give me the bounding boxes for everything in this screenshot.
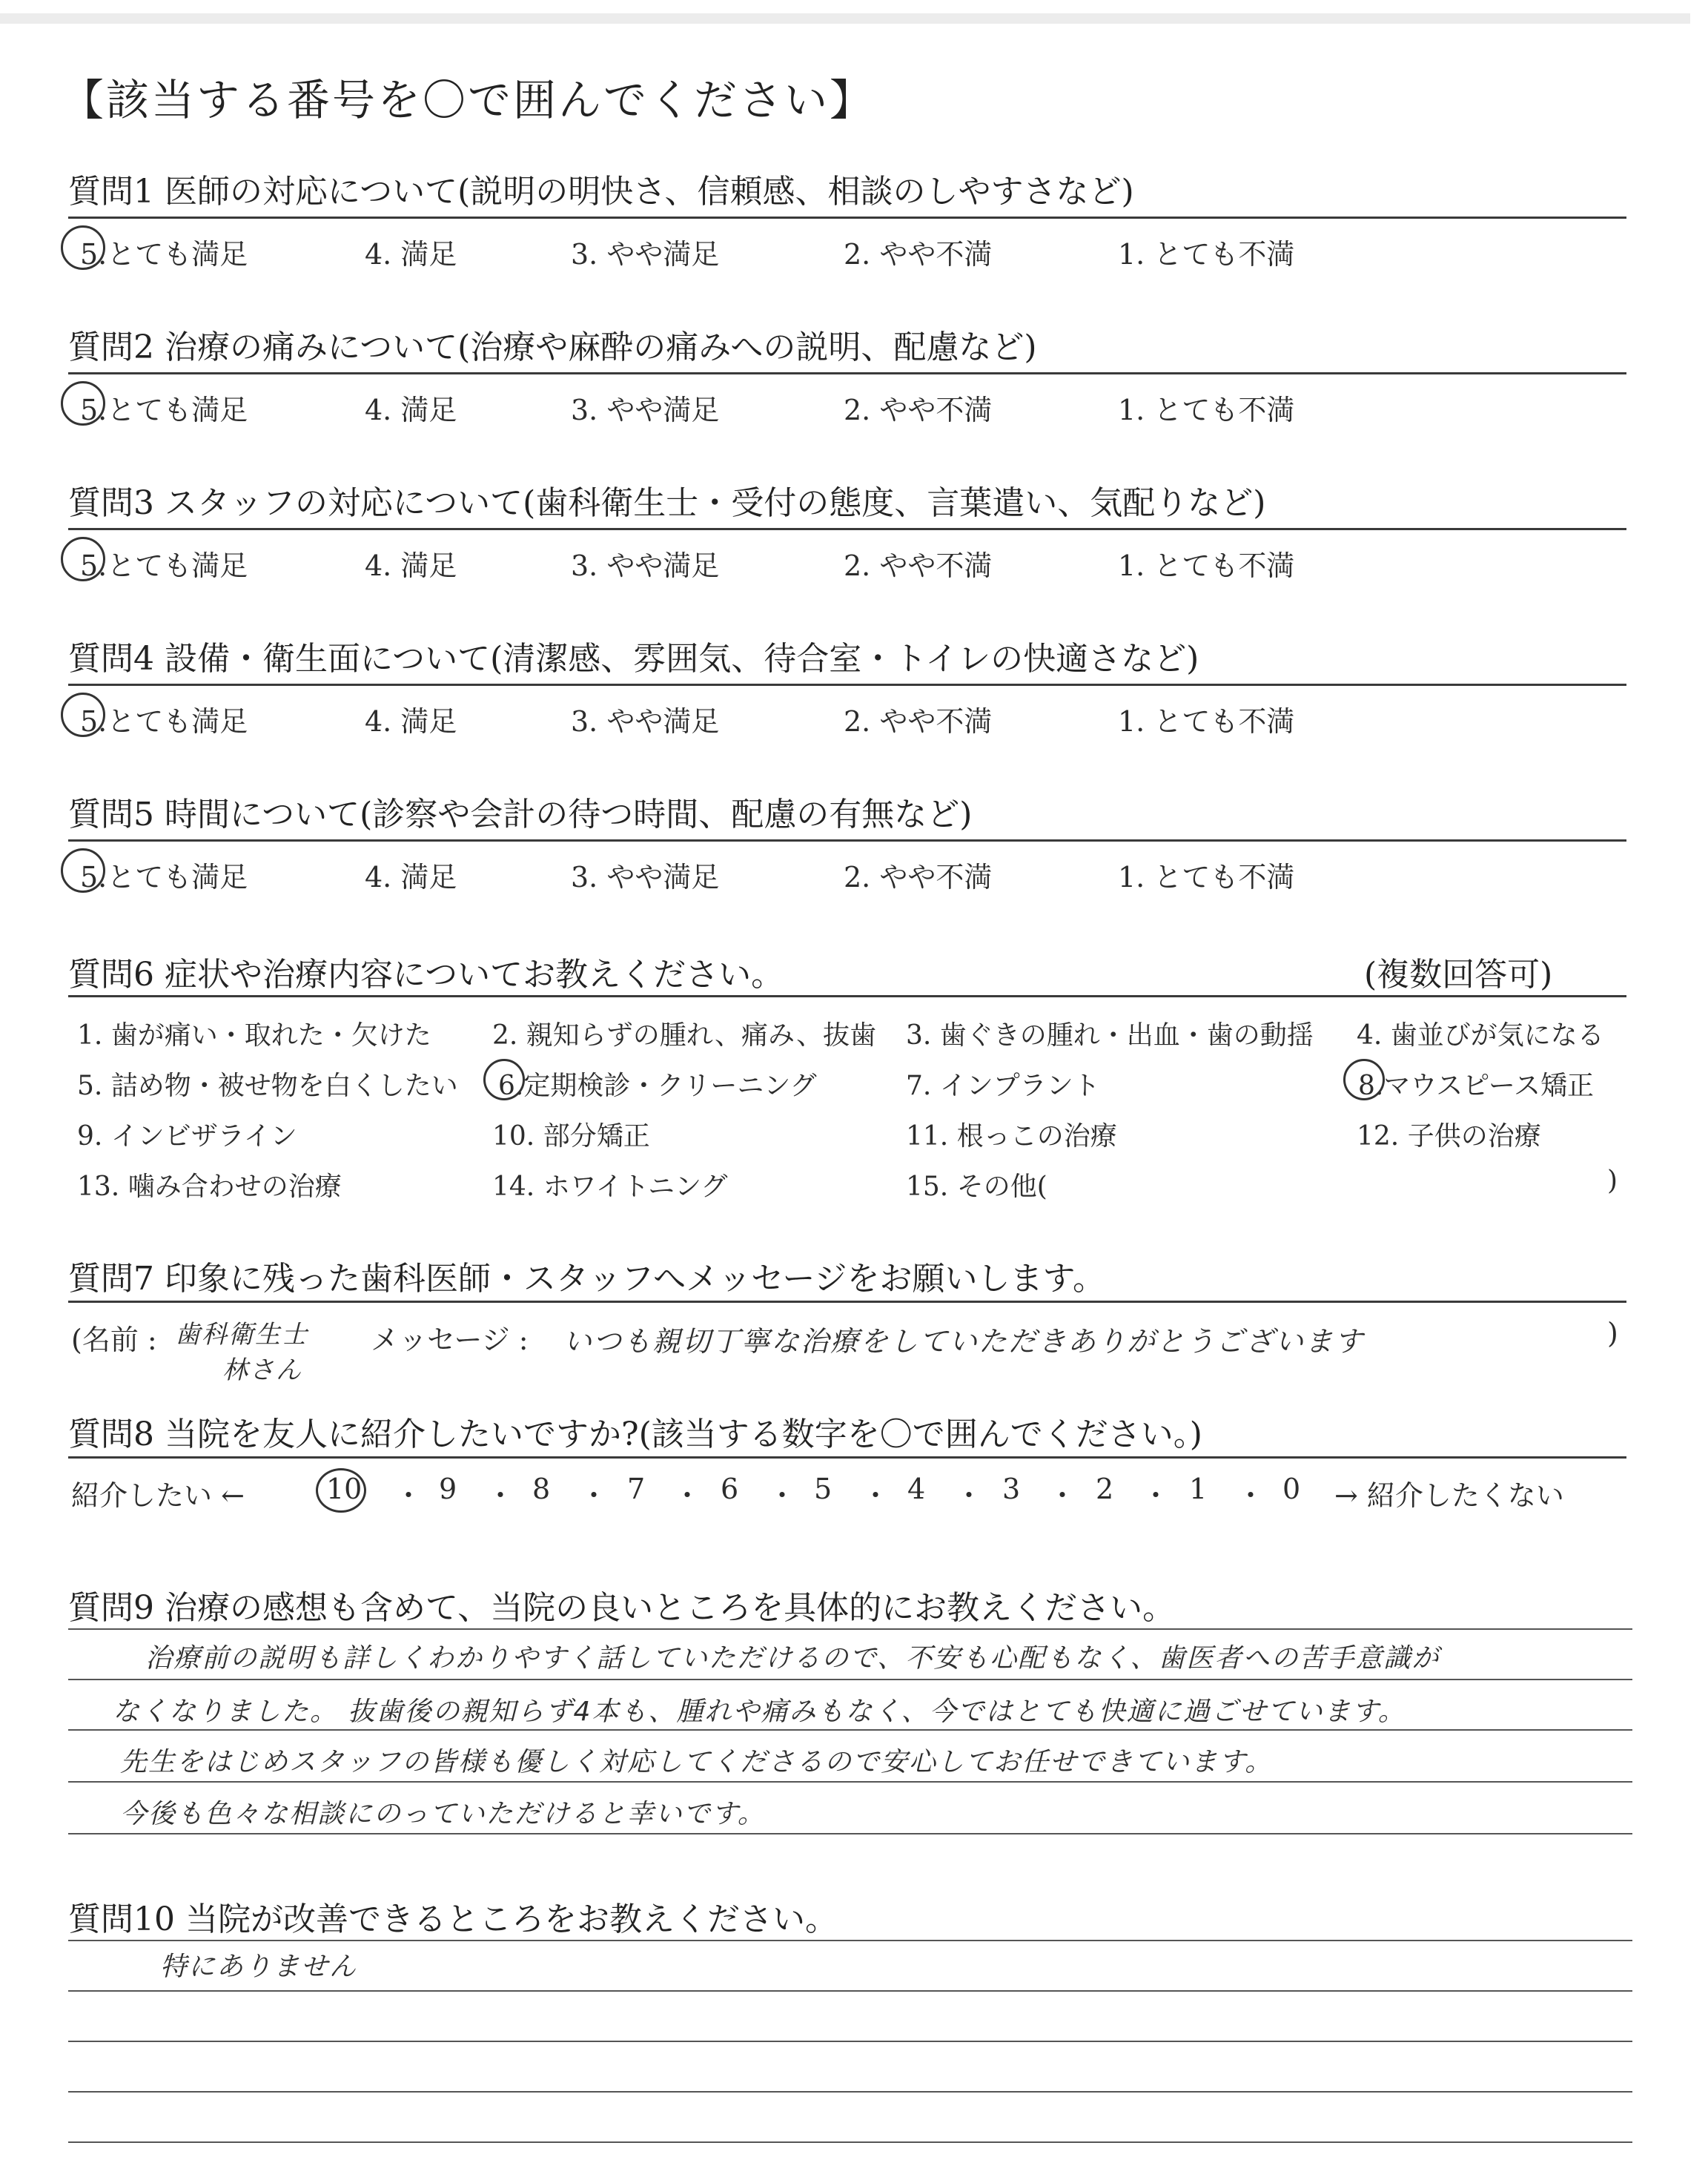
q8-score-8[interactable]: 8	[532, 1473, 551, 1505]
q8-dot: ・	[1048, 1479, 1077, 1512]
q2-option-4[interactable]: 4. 満足	[365, 394, 457, 426]
q6-item-11[interactable]: 11. 根っこの治療	[906, 1121, 1117, 1152]
q4-option-1[interactable]: 1. とても不満	[1118, 705, 1295, 738]
q9-line-1[interactable]: 治療前の説明も詳しくわかりやすく話していただけるので、不安も心配もなく、歯医者への苦手意識が	[145, 1643, 1440, 1674]
q6-title: 質問6 症状や治療内容についてお教えください。	[68, 956, 784, 994]
q7-title: 質問7 印象に残った歯科医師・スタッフへメッセージをお願いします。	[68, 1260, 1105, 1298]
q6-rule	[68, 995, 1626, 997]
q1-selected-circle	[61, 225, 105, 270]
q8-selected-circle	[316, 1468, 366, 1513]
q8-score-0[interactable]: 0	[1282, 1473, 1301, 1505]
q8-right-label: → 紹介したくない	[1334, 1479, 1564, 1512]
q4-option-4[interactable]: 4. 満足	[365, 705, 457, 738]
q3-rule	[68, 528, 1626, 530]
q1-option-2[interactable]: 2. やや不満	[844, 238, 993, 271]
q10-rule	[68, 1940, 1632, 1941]
q2-option-3[interactable]: 3. やや満足	[571, 394, 720, 426]
q5-selected-circle	[61, 848, 105, 893]
q4-rule	[68, 684, 1626, 686]
q2-rule	[68, 372, 1626, 374]
q7-rule	[68, 1301, 1626, 1303]
q5-option-4[interactable]: 4. 満足	[365, 861, 457, 894]
q9-writing-line	[68, 1679, 1632, 1680]
q2-option-2[interactable]: 2. やや不満	[844, 394, 993, 426]
q8-score-9[interactable]: 9	[439, 1473, 457, 1505]
q3-option-2[interactable]: 2. やや不満	[844, 549, 993, 582]
q6-item-8[interactable]: 8.マウスピース矯正	[1358, 1071, 1595, 1101]
q8-dot: ・	[955, 1479, 984, 1512]
q10-writing-line	[68, 1990, 1632, 1992]
q6-item-9[interactable]: 9. インビザライン	[77, 1121, 297, 1152]
q5-option-2[interactable]: 2. やや不満	[844, 861, 993, 894]
q2-option-5[interactable]: 5.とても満足	[80, 394, 248, 426]
q4-title: 質問4 設備・衛生面について(清潔感、雰囲気、待合室・トイレの快適さなど)	[68, 640, 1199, 678]
q3-selected-circle	[61, 537, 105, 581]
q6-multiple-note: (複数回答可)	[1364, 956, 1553, 994]
q1-rule	[68, 217, 1626, 219]
q8-dot: ・	[394, 1479, 423, 1512]
q5-option-5[interactable]: 5.とても満足	[80, 861, 248, 894]
q7-close-paren: )	[1607, 1317, 1618, 1350]
q6-item-4[interactable]: 4. 歯並びが気になる	[1357, 1020, 1604, 1051]
q6-item-3[interactable]: 3. 歯ぐきの腫れ・出血・歯の動揺	[906, 1020, 1314, 1051]
q2-title: 質問2 治療の痛みについて(治療や麻酔の痛みへの説明、配慮など)	[68, 328, 1037, 366]
q3-option-1[interactable]: 1. とても不満	[1118, 549, 1295, 582]
q1-option-4[interactable]: 4. 満足	[365, 238, 457, 271]
q9-writing-line	[68, 1833, 1632, 1834]
q3-title: 質問3 スタッフの対応について(歯科衛生士・受付の態度、言葉遣い、気配りなど)	[68, 484, 1266, 522]
q4-selected-circle	[61, 693, 105, 737]
q9-rule	[68, 1628, 1632, 1630]
q8-dot: ・	[486, 1479, 515, 1512]
q6-item-15-close: )	[1607, 1166, 1618, 1196]
q2-option-1[interactable]: 1. とても不満	[1118, 394, 1295, 426]
q7-message-label: メッセージ :	[371, 1324, 529, 1356]
q8-score-2[interactable]: 2	[1096, 1473, 1114, 1505]
q10-writing-line	[68, 2141, 1632, 2143]
q3-option-5[interactable]: 5.とても満足	[80, 549, 248, 582]
q7-name-label: (名前 :	[71, 1324, 157, 1356]
q7-name-line2: 林さん	[222, 1355, 302, 1385]
q8-score-4[interactable]: 4	[907, 1473, 926, 1505]
q8-score-3[interactable]: 3	[1002, 1473, 1021, 1505]
q1-option-1[interactable]: 1. とても不満	[1118, 238, 1295, 271]
q5-rule	[68, 839, 1626, 842]
q6-item-5[interactable]: 5. 詰め物・被せ物を白くしたい	[77, 1071, 458, 1101]
q1-option-5[interactable]: 5.とても満足	[80, 238, 248, 271]
q10-title: 質問10 当院が改善できるところをお教えください。	[68, 1900, 838, 1938]
q10-line-1[interactable]: 特にありません	[160, 1952, 358, 1982]
q8-dot: ・	[1142, 1479, 1171, 1512]
q4-option-2[interactable]: 2. やや不満	[844, 705, 993, 738]
q9-writing-line	[68, 1781, 1632, 1783]
q9-line-3[interactable]: 先生をはじめスタッフの皆様も優しく対応してくださるので安心してお任せできています。	[120, 1747, 1274, 1777]
q6-item-12[interactable]: 12. 子供の治療	[1357, 1121, 1541, 1152]
q9-title: 質問9 治療の感想も含めて、当院の良いところを具体的にお教えください。	[68, 1589, 1176, 1627]
q6-item-2[interactable]: 2. 親知らずの腫れ、痛み、抜歯	[492, 1020, 877, 1051]
q6-item-14[interactable]: 14. ホワイトニング	[492, 1172, 728, 1202]
q6-item-15[interactable]: 15. その他(	[906, 1172, 1047, 1202]
q5-option-3[interactable]: 3. やや満足	[571, 861, 720, 894]
q3-option-4[interactable]: 4. 満足	[365, 549, 457, 582]
q8-dot: ・	[673, 1479, 702, 1512]
q8-dot: ・	[1237, 1479, 1265, 1512]
q8-score-1[interactable]: 1	[1189, 1473, 1208, 1505]
q8-score-7[interactable]: 7	[627, 1473, 646, 1505]
q8-score-10[interactable]: 10	[326, 1473, 363, 1505]
q3-option-3[interactable]: 3. やや満足	[571, 549, 720, 582]
q8-score-6[interactable]: 6	[721, 1473, 739, 1505]
q1-option-3[interactable]: 3. やや満足	[571, 238, 720, 271]
q8-title: 質問8 当院を友人に紹介したいですか?(該当する数字を〇で囲んでください。)	[68, 1416, 1202, 1453]
q4-option-3[interactable]: 3. やや満足	[571, 705, 720, 738]
q8-score-5[interactable]: 5	[814, 1473, 833, 1505]
q4-option-5[interactable]: 5.とても満足	[80, 705, 248, 738]
q6-item-7[interactable]: 7. インプラント	[906, 1071, 1100, 1101]
q8-dot: ・	[861, 1479, 890, 1512]
q5-option-1[interactable]: 1. とても不満	[1118, 861, 1295, 894]
scan-edge	[0, 13, 1690, 24]
q2-selected-circle	[61, 381, 105, 426]
q6-selected-circle-6	[483, 1059, 525, 1100]
q8-dot: ・	[580, 1479, 609, 1512]
q8-left-label: 紹介したい ←	[71, 1479, 245, 1512]
q6-selected-circle-8	[1343, 1059, 1385, 1100]
q10-writing-line	[68, 2091, 1632, 2093]
q1-title: 質問1 医師の対応について(説明の明快さ、信頼感、相談のしやすさなど)	[68, 173, 1134, 211]
instruction-heading: 【該当する番号を〇で囲んでください】	[61, 75, 875, 125]
q9-line-2[interactable]: なくなりました。 抜歯後の親知らず4本も、腫れや痛みもなく、今ではとても快適に過ごせています。	[113, 1697, 1406, 1727]
q9-writing-line	[68, 1729, 1632, 1731]
q5-title: 質問5 時間について(診察や会計の待つ時間、配慮の有無など)	[68, 796, 973, 833]
q10-writing-line	[68, 2041, 1632, 2042]
q6-item-13[interactable]: 13. 噛み合わせの治療	[77, 1172, 342, 1202]
q6-item-1[interactable]: 1. 歯が痛い・取れた・欠けた	[77, 1020, 431, 1051]
q6-item-6[interactable]: 6.定期検診・クリーニング	[498, 1071, 817, 1101]
q9-line-4[interactable]: 今後も色々な相談にのっていただけると幸いです。	[120, 1799, 766, 1829]
q7-message[interactable]: いつも親切丁寧な治療をしていただきありがとうございます	[563, 1325, 1365, 1358]
q7-name-line1: 歯科衛生士	[175, 1320, 308, 1350]
q6-item-10[interactable]: 10. 部分矯正	[492, 1121, 650, 1152]
q8-dot: ・	[768, 1479, 797, 1512]
q8-rule	[68, 1456, 1626, 1459]
